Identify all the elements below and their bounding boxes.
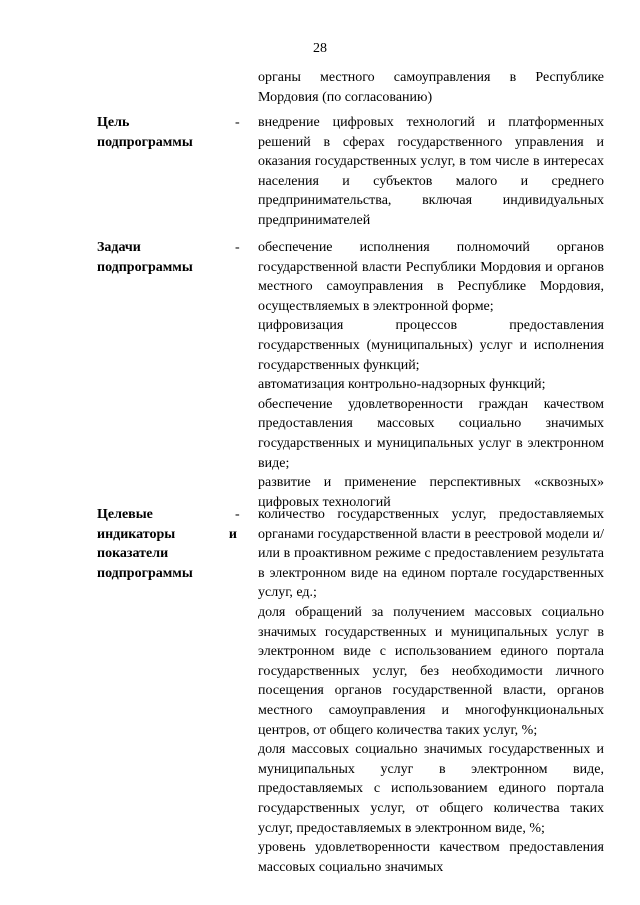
continuation-paragraph: органы местного самоуправления в Республике Мордовия (по согласованию) (258, 70, 604, 105)
section-label (97, 505, 237, 583)
section-content (258, 113, 604, 231)
paragraph: автоматизация контрольно-надзорных функций; (258, 377, 546, 393)
label-line: Задачи (97, 240, 141, 255)
paragraph: цифровизация процессов предоставления государственных (муниципальных) услуг и исполнения государственных функций; (258, 318, 604, 373)
paragraph: развитие и применение перспективных «сквозных» цифровых технологий (258, 475, 604, 510)
paragraph: доля обращений за получением массовых социально значимых государственных и муниципальных услуг в электронном виде с использованием единого портала государственных услуг, без необходимости личного посещения органов государственной власти, органов местного самоуправления и многофункциональных центров, от общего количества таких услуг, %; (258, 604, 604, 738)
label-line: подпрограммы (97, 259, 193, 275)
label-line: индикаторы и (97, 526, 237, 542)
section-content (258, 238, 604, 512)
label-line: Цель (97, 115, 130, 130)
paragraph: обеспечение удовлетворенности граждан качеством предоставления массовых социально значимых государственных и муниципальных услуг в электронном виде; (258, 396, 604, 471)
label-line: показатели (97, 546, 169, 562)
section-label (97, 238, 237, 277)
dash-separator: - (235, 240, 240, 255)
paragraph: обеспечение исполнения полномочий органов государственной власти Республики Мордовия и органов местного самоуправления в Республике Мордовия, осуществляемых в электронной форме; (258, 240, 604, 314)
label-line: Целевые (97, 507, 153, 522)
dash-separator: - (235, 507, 240, 522)
dash-separator: - (235, 115, 240, 130)
continuation-text (258, 68, 604, 107)
paragraph: доля массовых социально значимых государственных и муниципальных услуг в электронном виде, предоставляемых с использованием единого портала государственных услуг, от общего количества таких услуг, предоставляемых в электронном виде, %; (258, 742, 604, 836)
paragraph: уровень удовлетворенности качеством предоставления массовых социально значимых (258, 840, 604, 875)
label-line: подпрограммы (97, 134, 193, 150)
label-line: подпрограммы (97, 565, 193, 581)
page-number: 28 (313, 41, 327, 56)
paragraph: количество государственных услуг, предоставляемых органами государственной власти в реестровой модели и/или в проактивном режиме с предоставлением результата в электронном виде на едином портале государственных услуг, ед.; (258, 507, 604, 601)
section-label (97, 113, 237, 152)
section-content (258, 505, 604, 877)
paragraph: внедрение цифровых технологий и платформенных решений в сферах государственного управления и оказания государственных услуг, в том числе в интересах населения и субъектов малого и среднего предпринимательства, включая индивидуальных предпринимателей (258, 115, 604, 228)
